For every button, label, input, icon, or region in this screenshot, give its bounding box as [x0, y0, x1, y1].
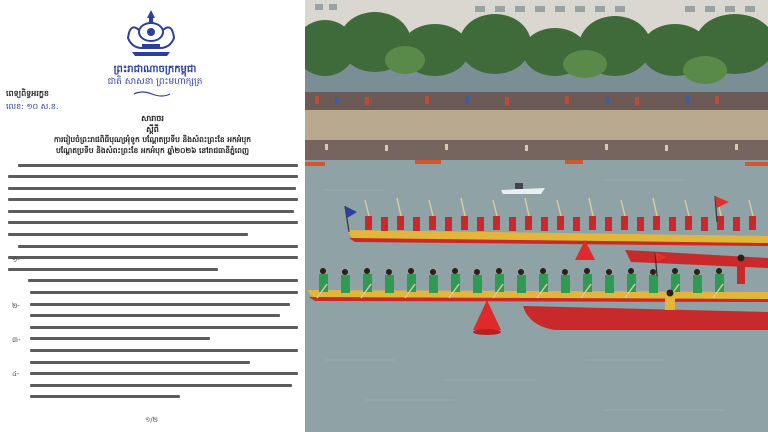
kingdom-title: ព្រះរាជាណាចក្រកម្ពុជា: [113, 64, 197, 75]
bullet-2: ២-: [12, 302, 20, 310]
ministry-name: ពេទ្យពិទ្ធអរក្ខខ: [6, 89, 50, 98]
official-document: [0, 0, 305, 432]
subject-label: ស្តីពី: [146, 125, 159, 134]
reference-number: លេខ: ១០ ស.ន.: [6, 102, 59, 111]
boat-race-photo: [305, 0, 768, 432]
document-body: [8, 160, 298, 403]
royal-emblem-icon: [122, 8, 180, 58]
page-number: ១/២: [145, 416, 158, 424]
embankment: [305, 110, 768, 144]
national-motto: ជាតិ សាសនា ព្រះមហាក្សត្រ: [107, 77, 203, 87]
boat-race-scene: [305, 0, 768, 432]
ornament-divider-icon: [132, 90, 172, 98]
subject-line-2: បណ្តែតប្រទីប និងសំពះព្រះខែ អកអំបុក ឆ្នាំ២០២៦ នៅរាជធានីភ្នំពេញ: [55, 146, 250, 155]
bullet-4: ៤-: [12, 370, 20, 378]
subject-line-1: ការរៀបចំព្រះរាជពិធីបុណ្យអុំទូក បណ្តែតប្រទីប និងសំពះព្រះខែ អកអំបុក: [53, 135, 252, 144]
bullet-3: ៣-: [12, 336, 21, 344]
document-type-heading: សារាចរ: [141, 114, 164, 123]
bullet-1: ១-: [12, 256, 20, 264]
